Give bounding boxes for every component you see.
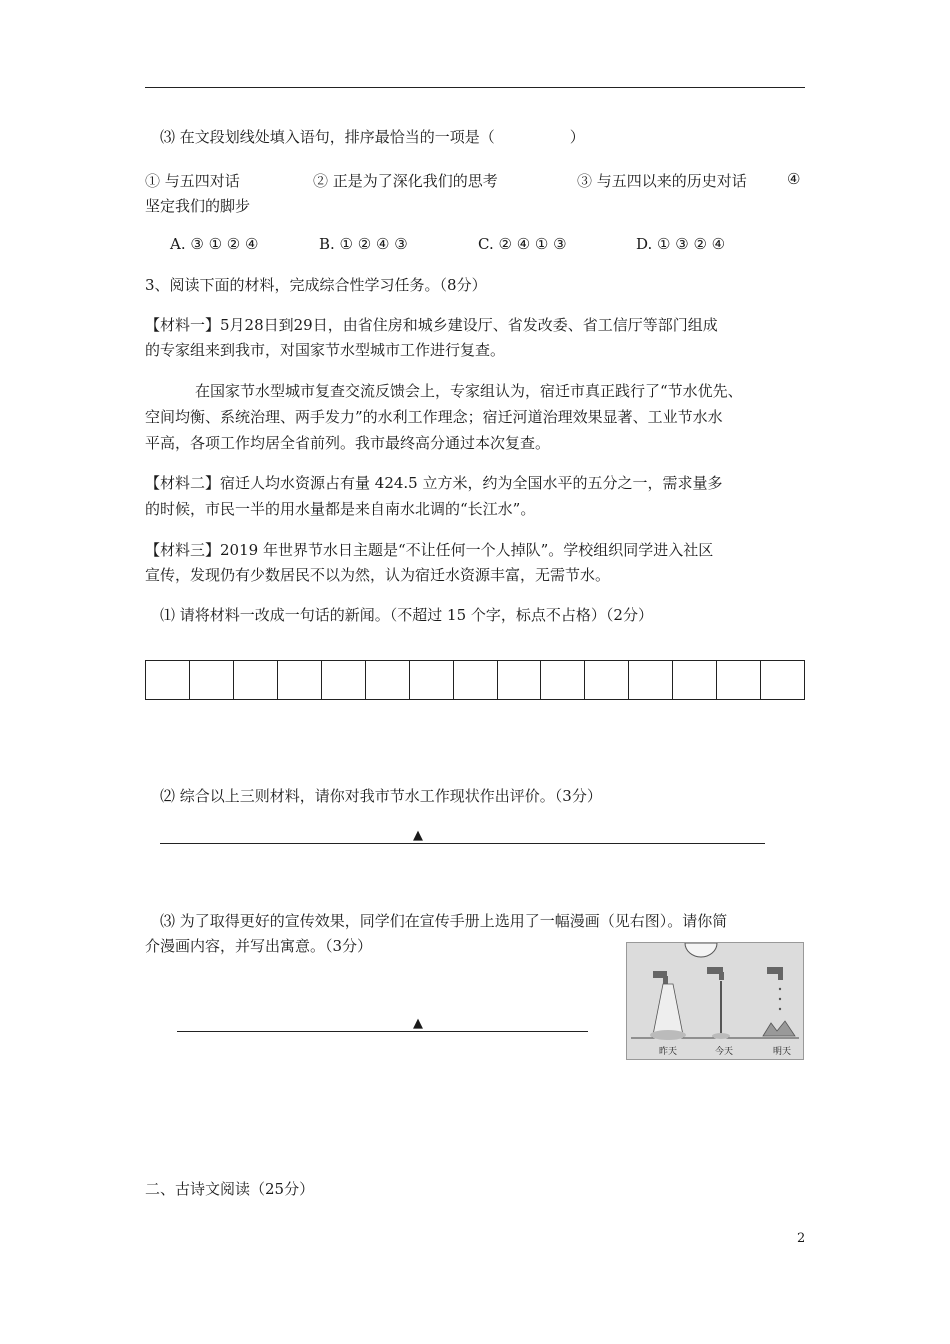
answer-line-2[interactable]: [160, 843, 765, 844]
answer-mark-3: ▲: [413, 1016, 423, 1031]
q3-item-4-marker: ④: [787, 170, 801, 188]
material-3-line-2: 宣传，发现仍有少数居民不以为然，认为宿迁水资源丰富，无需节水。: [145, 566, 611, 584]
section-2-title: 二、古诗文阅读（25分）: [145, 1180, 315, 1198]
material-1-p2-line-1: 在国家节水型城市复查交流反馈会上，专家组认为，宿迁市真正践行了“节水优先、: [195, 382, 743, 400]
sub-question-2: ⑵ 综合以上三则材料，请你对我市节水工作现状作出评价。（3分）: [160, 787, 602, 805]
q3-item-1: ① 与五四对话: [145, 172, 240, 190]
material-1-line-1: 【材料一】5月28日到29日，由省住房和城乡建设厅、省发改委、省工信厅等部门组成: [145, 316, 718, 334]
q3-stem: ⑶ 在文段划线处填入语句，排序最恰当的一项是（ ）: [160, 128, 585, 146]
grid-cell[interactable]: [454, 661, 498, 699]
section-3-title: 3、阅读下面的材料，完成综合性学习任务。（8分）: [145, 276, 487, 294]
grid-cell[interactable]: [717, 661, 761, 699]
water-saving-cartoon: [626, 942, 804, 1060]
sub-question-1: ⑴ 请将材料一改成一句话的新闻。（不超过 15 个字，标点不占格）（2分）: [160, 606, 653, 624]
grid-cell[interactable]: [322, 661, 366, 699]
grid-cell[interactable]: [629, 661, 673, 699]
grid-cell[interactable]: [234, 661, 278, 699]
material-2-line-1: 【材料二】宿迁人均水资源占有量 424.5 立方米，约为全国水平的五分之一，需求量多: [145, 474, 723, 492]
material-1-p2-line-3: 平高，各项工作均居全省前列。我市最终高分通过本次复查。: [145, 434, 551, 452]
grid-cell[interactable]: [278, 661, 322, 699]
sub-question-3-line-2: 介漫画内容，并写出寓意。（3分）: [145, 937, 373, 955]
grid-cell[interactable]: [498, 661, 542, 699]
material-1-line-2: 的专家组来到我市，对国家节水型城市工作进行复查。: [145, 341, 506, 359]
grid-cell[interactable]: [146, 661, 190, 699]
cartoon-label-yesterday: 昨天: [659, 1047, 678, 1057]
material-2-line-2: 的时候，市民一半的用水量都是来自南水北调的“长江水”。: [145, 500, 536, 518]
material-1-p2-line-2: 空间均衡、系统治理、两手发力”的水利工作理念；宿迁河道治理效果显著、工业节水水: [145, 408, 723, 426]
q3-item-2: ② 正是为了深化我们的思考: [313, 172, 498, 190]
sub-question-3-line-1: ⑶ 为了取得更好的宣传效果，同学们在宣传手册上选用了一幅漫画（见右图）。请你简: [160, 912, 728, 930]
grid-cell[interactable]: [366, 661, 410, 699]
answer-line-3[interactable]: [177, 1031, 588, 1032]
answer-grid[interactable]: [145, 660, 805, 700]
grid-cell[interactable]: [541, 661, 585, 699]
grid-cell[interactable]: [673, 661, 717, 699]
q3-item-3: ③ 与五四以来的历史对话: [577, 172, 747, 190]
material-3-line-1: 【材料三】2019 年世界节水日主题是“不让任何一个人掉队”。学校组织同学进入社区: [145, 541, 714, 559]
grid-cell[interactable]: [761, 661, 804, 699]
cartoon-drawing: [627, 943, 803, 1059]
grid-cell[interactable]: [410, 661, 454, 699]
option-a: A. ③ ① ② ④: [170, 235, 259, 253]
option-d: D. ① ③ ② ④: [636, 235, 726, 253]
cartoon-label-today: 今天: [715, 1047, 734, 1057]
page-number: 2: [797, 1231, 806, 1246]
option-b: B. ① ② ④ ③: [319, 235, 408, 253]
option-c: C. ② ④ ① ③: [478, 235, 567, 253]
answer-mark-2: ▲: [413, 828, 423, 843]
grid-cell[interactable]: [585, 661, 629, 699]
cartoon-label-tomorrow: 明天: [773, 1047, 792, 1057]
q3-item-4-text: 坚定我们的脚步: [145, 197, 251, 215]
header-rule: [145, 87, 805, 88]
grid-cell[interactable]: [190, 661, 234, 699]
